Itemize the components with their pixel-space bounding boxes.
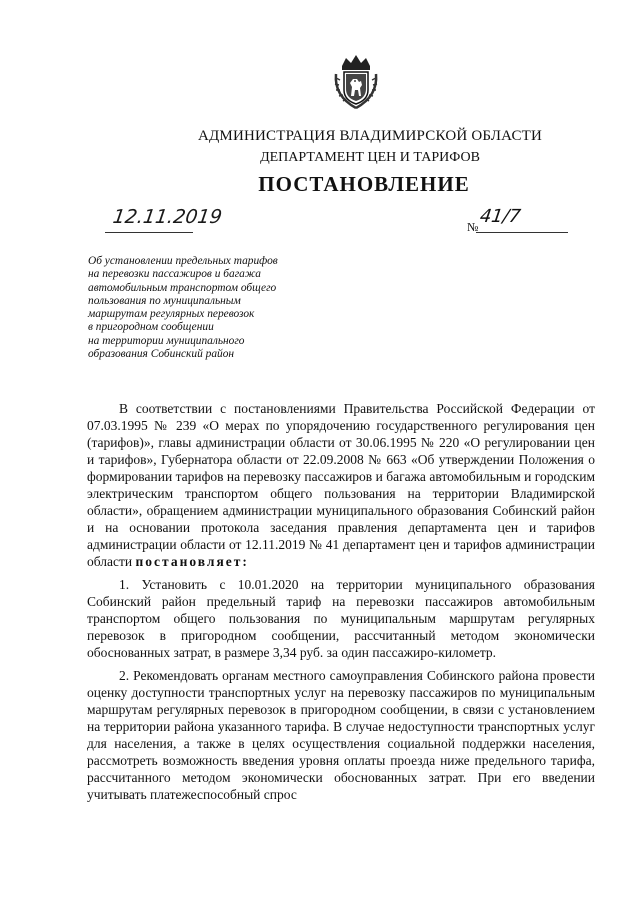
number-underline xyxy=(476,232,568,233)
subject-line: маршрутам регулярных перевозок xyxy=(88,308,255,321)
decree-word: постановляет: xyxy=(135,554,249,569)
item-2-paragraph: 2. Рекомендовать органам местного самоуправления Собинского района провести оценку доступности транспортных услуг на перевозку пассажиров по муниципальным маршрутам регулярных перевозок в пригородном сообщении, в связи с установлением на территории района указанного тарифа. В случае недоступности транспортных услуг для населения, а также в целях осуществления социальной поддержки населения, рассмотреть возможность введения уровня оплаты проезда ниже предельного тарифа, рассчитанного методом экономически обоснованных затрат. При его введении учитывать платежеспособный спрос xyxy=(87,668,595,802)
subject-line: автомобильным транспортом общего xyxy=(88,281,277,294)
date-underline xyxy=(105,232,193,233)
coat-of-arms-icon xyxy=(332,52,380,112)
subject-line: Об установлении предельных тарифов xyxy=(88,255,278,267)
preamble-text: В соответствии с постановлениями Правительства Российской Федерации от 07.03.1995 № 239 «О мерах по упорядочению государственного регулирования цен (тарифов)», главы администрации области от 30.06.1995 № 220 «О регулировании цен и тарифов», Губернатора области от 22.09.2008 № 663 «Об утверждении Положения о формировании тарифов на перевозку пассажиров и багажа автомобильным и городским электрическим транспортом общего пользования на территории Владимирской области», обращением администрации муниципального образования Собинский район и на основании протокола заседания правления департамента цен и тарифов администрации области от 12.11.2019 № 41 департамент цен и тарифов администрации области xyxy=(87,401,595,569)
document-type-title: ПОСТАНОВЛЕНИЕ xyxy=(258,172,470,196)
item-1-paragraph: 1. Установить с 10.01.2020 на территории муниципального образования Собинский район предельный тариф на перевозки пассажиров автомобильным транспортом общего пользования по муниципальным маршрутам регулярных перевозок в пригородном сообщении, рассчитанный методом экономически обоснованных затрат, в размере 3,34 руб. за один пассажиро-километр. xyxy=(87,577,595,660)
number-label: № xyxy=(467,220,479,234)
organization-name: АДМИНИСТРАЦИЯ ВЛАДИМИРСКОЙ ОБЛАСТИ xyxy=(197,128,543,144)
preamble-paragraph xyxy=(87,400,595,570)
subject-line: в пригородном сообщении xyxy=(88,321,214,334)
department-name: ДЕПАРТАМЕНТ ЦЕН И ТАРИФОВ xyxy=(260,150,480,165)
subject-line: на территории муниципального xyxy=(88,334,245,347)
document-number: 41/7 xyxy=(478,206,522,227)
document-subject xyxy=(88,255,318,361)
subject-line: пользования по муниципальным xyxy=(88,294,241,307)
document-date: 12.11.2019 xyxy=(111,206,224,228)
subject-line: образования Собинский район xyxy=(88,348,235,361)
subject-line: на перевозки пассажиров и багажа xyxy=(88,268,261,281)
document-body xyxy=(87,400,595,803)
